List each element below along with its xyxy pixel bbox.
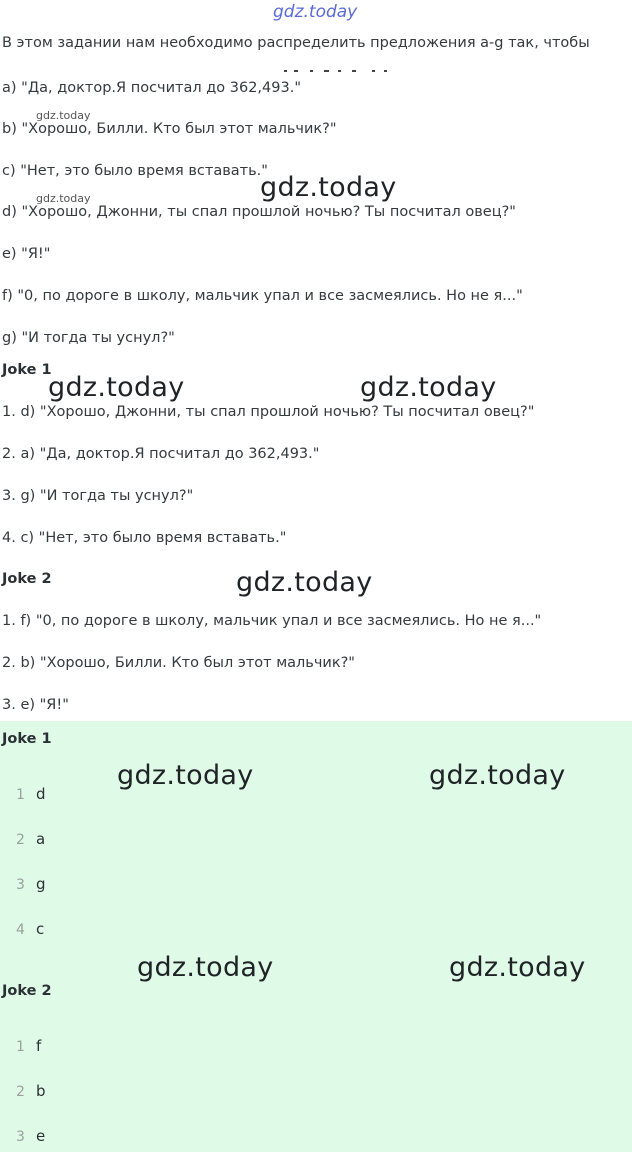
- answer-joke2-title: Joke 2: [2, 983, 52, 999]
- watermark-top: gdz.today: [273, 2, 358, 22]
- joke2-line-3: 3. e) "Я!": [2, 697, 69, 713]
- joke1-line-4: 4. c) "Нет, это было время вставать.": [2, 530, 287, 546]
- answer-item-number: 3: [16, 877, 25, 893]
- answer-item-number: 1: [16, 787, 25, 803]
- joke2-line-1: 1. f) "0, по дороге в школу, мальчик упал и все засмеялись. Но не я...": [2, 613, 542, 629]
- answer-joke1-title: Joke 1: [2, 731, 52, 747]
- watermark-big: gdz.today: [137, 952, 274, 983]
- sentence-a: a) "Да, доктор.Я посчитал до 362,493.": [2, 80, 301, 96]
- watermark-small: gdz.today: [36, 192, 91, 205]
- answer-item-value: b: [36, 1082, 46, 1100]
- answer-item-value: g: [36, 875, 46, 893]
- answer-item: [16, 874, 46, 893]
- answer-item: [16, 829, 45, 848]
- joke1-line-3: 3. g) "И тогда ты уснул?": [2, 488, 194, 504]
- sentence-e: e) "Я!": [2, 246, 51, 262]
- sentence-f: f) "0, по дороге в школу, мальчик упал и все засмеялись. Но не я...": [2, 288, 523, 304]
- joke2-title: Joke 2: [2, 571, 52, 587]
- answer-item-number: 3: [16, 1129, 25, 1145]
- joke1-line-2: 2. a) "Да, доктор.Я посчитал до 362,493.": [2, 446, 320, 462]
- answer-item-number: 4: [16, 922, 25, 938]
- cut-off-text-fragment: [280, 70, 390, 73]
- watermark-big: gdz.today: [117, 760, 254, 791]
- sentence-g: g) "И тогда ты уснул?": [2, 330, 175, 346]
- sentence-c: c) "Нет, это было время вставать.": [2, 163, 268, 179]
- watermark-big: gdz.today: [236, 567, 373, 598]
- answer-item-value: e: [36, 1127, 46, 1145]
- answer-item-value: c: [36, 920, 45, 938]
- answer-item-value: f: [36, 1037, 42, 1055]
- answer-item: [16, 1126, 45, 1145]
- joke2-line-2: 2. b) "Хорошо, Билли. Кто был этот мальчик?": [2, 655, 355, 671]
- answer-item-number: 2: [16, 1084, 25, 1100]
- watermark-big: gdz.today: [360, 372, 497, 403]
- answer-item: [16, 1036, 41, 1055]
- watermark-big: gdz.today: [429, 760, 566, 791]
- answer-item-value: a: [36, 830, 46, 848]
- watermark-small: gdz.today: [36, 109, 91, 122]
- answer-item-number: 1: [16, 1039, 25, 1055]
- watermark-big: gdz.today: [48, 372, 185, 403]
- answer-item: [16, 919, 44, 938]
- sentence-d: d) "Хорошо, Джонни, ты спал прошлой ночью? Ты посчитал овец?": [2, 204, 516, 220]
- watermark-big: gdz.today: [449, 952, 586, 983]
- answer-item: [16, 784, 46, 803]
- watermark-big: gdz.today: [260, 172, 397, 203]
- joke1-title: Joke 1: [2, 362, 52, 378]
- sentence-b: b) "Хорошо, Билли. Кто был этот мальчик?": [2, 121, 337, 137]
- joke1-line-1: 1. d) "Хорошо, Джонни, ты спал прошлой ночью? Ты посчитал овец?": [2, 404, 535, 420]
- intro-text: В этом задании нам необходимо распределить предложения a-g так, чтобы: [2, 35, 590, 51]
- answer-item-value: d: [36, 785, 46, 803]
- answer-item-number: 2: [16, 832, 25, 848]
- answer-item: [16, 1081, 46, 1100]
